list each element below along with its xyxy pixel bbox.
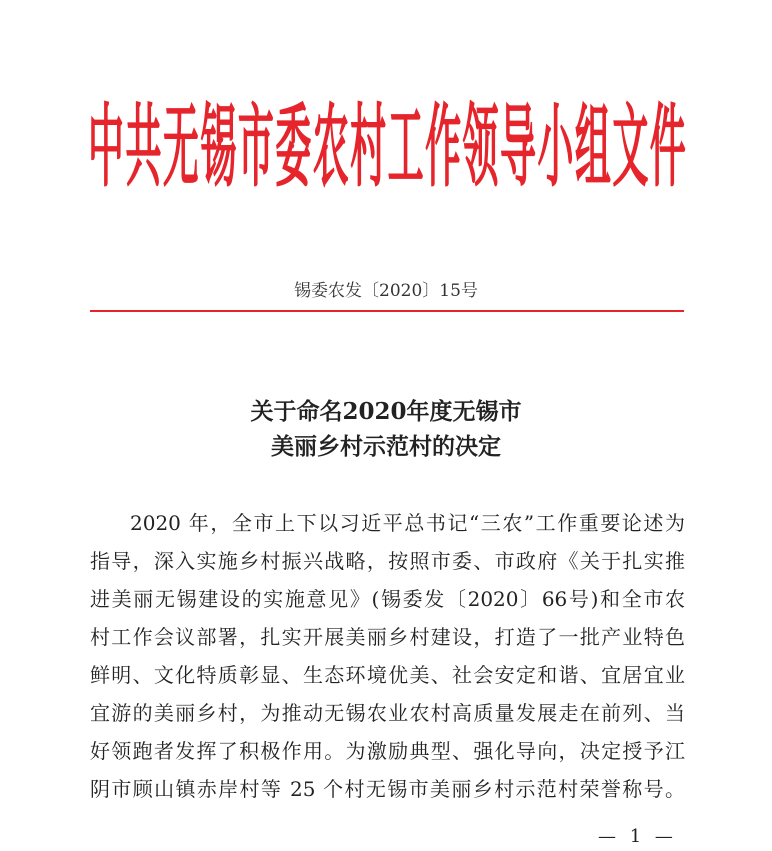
header-char: 导: [499, 97, 536, 200]
body-line: 宜游的美丽乡村，为推动无锡农业农村高质量发展走在前列、当: [90, 701, 685, 725]
body-line: 阴市顾山镇赤岸村等 25 个村无锡市美丽乡村示范村荣誉称号。: [90, 777, 685, 801]
header-char: 农: [312, 97, 349, 200]
title-line-1: 关于命名2020年度无锡市: [250, 398, 522, 425]
body-line: 2020 年，全市上下以习近平总书记“三农”工作重要论述为: [130, 511, 685, 535]
header-char: 工: [387, 97, 424, 200]
header-char: 村: [350, 97, 387, 200]
document-number: 锡委农发〔2020〕15号: [294, 281, 478, 301]
header-char: 小: [537, 97, 574, 200]
header-char: 锡: [200, 97, 237, 200]
page-number: — 1 —: [598, 826, 677, 847]
header-char: 委: [275, 97, 312, 200]
body-line: 鲜明、文化特质彰显、生态环境优美、社会安定和谐、宜居宜业: [90, 663, 685, 687]
header-char: 组: [574, 97, 611, 200]
header-char: 件: [649, 97, 686, 200]
header-char: 作: [425, 97, 462, 200]
red-divider-line: [90, 310, 684, 312]
header-char: 无: [162, 97, 199, 200]
body-line: 指导，深入实施乡村振兴战略，按照市委、市政府《关于扎实推: [90, 549, 685, 573]
header-char: 中: [88, 97, 125, 200]
document-header-title: [88, 97, 686, 200]
title-line-2: 美丽乡村示范村的决定: [271, 433, 501, 460]
body-line: 进美丽无锡建设的实施意见》(锡委发〔2020〕66号)和全市农: [90, 587, 685, 611]
body-line: 好领跑者发挥了积极作用。为激励典型、强化导向，决定授予江: [90, 739, 685, 763]
header-char: 文: [612, 97, 649, 200]
header-char: 领: [462, 97, 499, 200]
header-char: 共: [125, 97, 162, 200]
header-char: 市: [237, 97, 274, 200]
body-line: 村工作会议部署，扎实开展美丽乡村建设，打造了一批产业特色: [90, 625, 685, 649]
